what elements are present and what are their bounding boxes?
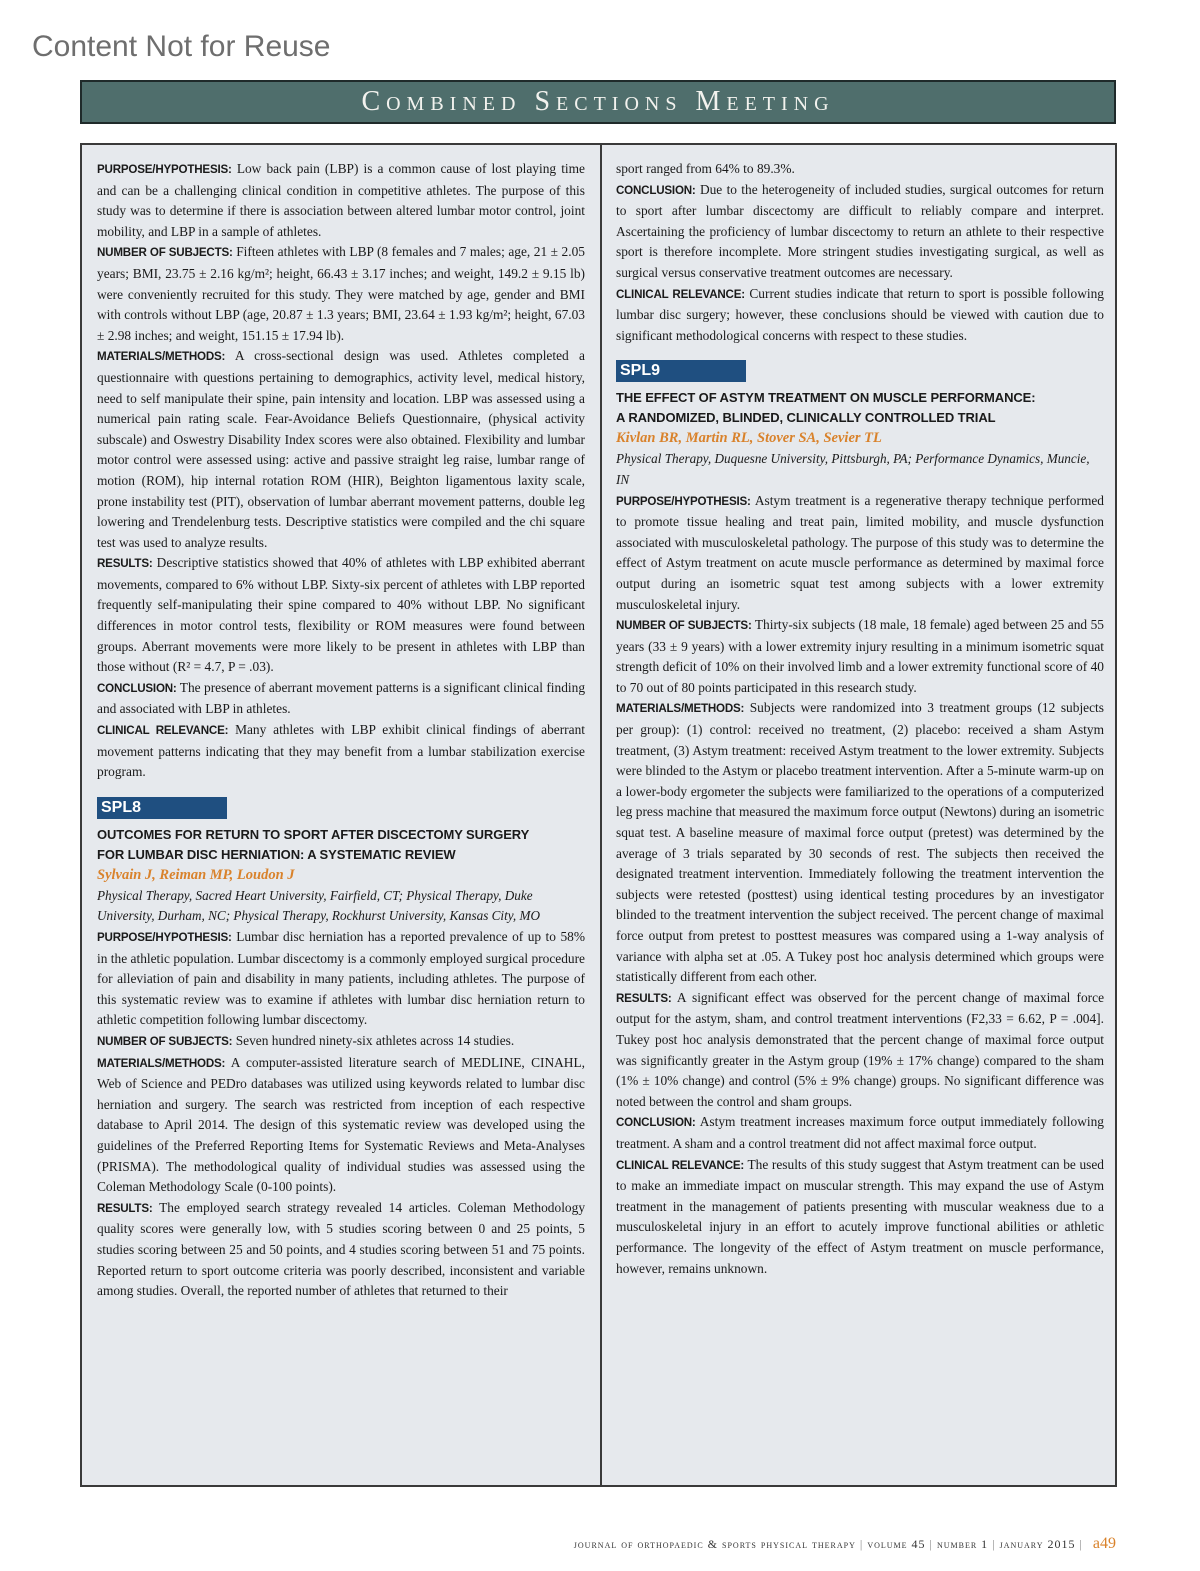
abstract-section (616, 1155, 1104, 1280)
section-text: A significant effect was observed for the percent change of maximal force output for the astym, sham, and control treatment interventions (F2,33 = 6.62, P = .004]. Tukey post hoc analysis demonstrated that the percent change of maximal force output was significantly greater in the Astym group (19% ± 17% change) compared to the sham (1% ± 10% change) and control (5% ± 9% change) groups. No significant difference was noted between the control and sham groups. (616, 989, 1104, 1109)
section-text: Many athletes with LBP exhibit clinical findings of aberrant movement patterns indicating that they may benefit from a lumbar stabilization exercise program. (97, 722, 585, 780)
section-text: The results of this study suggest that Astym treatment can be used to make an immediate impact on muscular strength. This may expand the use of Astym treatment in the management of patients presenting with muscular weakness due to a musculoskeletal injury in an effort to acutely improve functional abilities or athletic performance. The longevity of the effect of Astym treatment on muscle performance, however, remains unknown. (616, 1156, 1104, 1276)
section-text: Subjects were randomized into 3 treatment groups (12 subjects per group): (1) control: received no treatment, (2) placebo: received a sham Astym treatment, (3) Astym treatment: received Astym treatment to the lower extremity. Subjects were blinded to the Astym or placebo treatment intervention. After a 5-minute warm-up on a lower-body ergometer the subjects were familiarized to the operations of a computerized leg press machine that measured the maximum force output (Newtons) during an isometric squat test. A baseline measure of maximal force output (pretest) was determined by the average of 3 trials separated by 30 seconds of rest. The subjects then received the designated treatment intervention. Immediately following the treatment intervention the subjects were retested (posttest) using identical testing procedures by an investigator blinded to the treatment intervention the subject received. The percent change of maximal force output from pretest to posttest measures was compared using a 1-way analysis of variance with alpha set at .05. A Tukey post hoc analysis determined which groups were statistically different from each other. (616, 700, 1104, 985)
section-label: MATERIALS/METHODS: (616, 702, 745, 716)
title-line: OUTCOMES FOR RETURN TO SPORT AFTER DISCECTOMY SURGERY (97, 826, 530, 842)
footer-date: january 2015 (999, 1537, 1076, 1551)
abstract-section (97, 159, 585, 242)
abstract-section (616, 284, 1104, 347)
abstract-section (97, 1031, 585, 1053)
abstract-title-spl9 (616, 388, 1104, 428)
section-label: CLINICAL RELEVANCE: (616, 1158, 745, 1172)
section-text: Fifteen athletes with LBP (8 females and 7 males; age, 21 ± 2.05 years; BMI, 23.75 ± 2.16 kg/m²; height, 66.43 ± 3.17 inches; and weight, 149.2 ± 9.15 lb) were conveniently recruited for this study. They were matched by age, gender and BMI with controls without LBP (age, 20.87 ± 1.3 years; BMI, 23.64 ± 1.93 kg/m²; height, 67.03 ± 2.98 inches; and weight, 151.15 ± 17.94 lb). (97, 244, 585, 343)
section-label: CLINICAL RELEVANCE: (616, 287, 745, 301)
section-text: The presence of aberrant movement patterns is a significant clinical finding and associated with LBP in athletes. (97, 679, 585, 717)
section-text: A computer-assisted literature search of MEDLINE, CINAHL, Web of Science and PEDro databases was utilized using keywords related to lumbar disc herniation and surgery. The search was restricted from inception of each respective database to April 2014. The design of this systematic review was developed using the guidelines of the Preferred Reporting Items for Systematic Reviews and Meta-Analyses (PRISMA). The methodological quality of individual studies was assessed using the Coleman Methodology Scale (0-100 points). (97, 1054, 585, 1195)
abstract-section (616, 988, 1104, 1113)
section-label: PURPOSE/HYPOTHESIS: (616, 494, 751, 508)
section-text: Due to the heterogeneity of included studies, surgical outcomes for return to sport after lumbar discectomy are difficult to reliably compare and interpret. Ascertaining the proficiency of lumbar discectomy to return an athlete to their respective sport is therefore incomplete. More stringent studies investigating surgical, as well as surgical versus conservative treatment outcomes are necessary. (616, 181, 1104, 280)
abstract-section (616, 615, 1104, 698)
section-text: Astym treatment is a regenerative therapy technique performed to promote tissue healing and treat pain, limited mobility, and muscle dysfunction associated with musculoskeletal pathology. The purpose of this study was to determine the effect of Astym treatment on acute muscle performance as determined by maximal force output during an isometric squat test among subjects with a lower extremity musculoskeletal injury. (616, 492, 1104, 612)
section-label: PURPOSE/HYPOTHESIS: (97, 163, 232, 176)
abstract-tag-spl8: SPL8 (97, 797, 227, 819)
affiliation-spl9: Physical Therapy, Duquesne University, Pittsburgh, PA; Performance Dynamics, Muncie, IN (616, 451, 1090, 487)
section-text: The employed search strategy revealed 14 articles. Coleman Methodology quality scores were generally low, with 5 studies scoring between 0 and 25 points, 5 studies scoring between 25 and 50 points, and 4 studies scoring between 51 and 75 points. Reported return to sport outcome criteria was poorly described, inconsistent and variable among studies. Overall, the reported number of athletes that returned to their (97, 1199, 585, 1299)
page-footer: journal of orthopaedic & sports physical therapy | volume 45 | number 1 | january 2015 | a49 (573, 1535, 1116, 1552)
abstract-section (97, 1053, 585, 1198)
abstract-section (97, 553, 585, 678)
section-text: Astym treatment increases maximum force output immediately following treatment. A sham and a control treatment did not affect maximal force output. (616, 1114, 1104, 1151)
section-text: Lumbar disc herniation has a reported prevalence of up to 58% in the athletic population. Lumbar discectomy is a commonly employed surgical procedure for alleviation of pain and disability in many patients, including athletes. The purpose of this systematic review was to examine if athletes with lumbar disc herniation return to athletic competition following lumbar discectomy. (97, 929, 585, 1028)
section-label: RESULTS: (616, 991, 672, 1005)
authors-spl8: Sylvain J, Reiman MP, Loudon J (97, 866, 295, 883)
section-text: A cross-sectional design was used. Athletes completed a questionnaire with questions pertaining to demographics, activity level, medical history, need to self manipulate their spine, pain intensity and location. LBP was assessed using a numerical pain rating scale. Fear-Avoidance Beliefs Questionnaire, (physical activity subscale) and Oswestry Disability Index scores were also obtained. Flexibility and lumbar motor control were assessed using: active and passive straight leg raise, lumbar range of motion (ROM), hip internal rotation ROM (HIR), Beighton ligamentous laxity scale, prone instability test (PIT), observation of lumbar aberrant movement patterns, double leg lowering and Trendelenburg tests. Descriptive statistics were compiled and the chi square test was used to analyze results. (97, 348, 585, 550)
section-label: NUMBER OF SUBJECTS: (97, 246, 233, 260)
abstract-section (616, 491, 1104, 616)
section-label: NUMBER OF SUBJECTS: (97, 1034, 233, 1048)
section-label: NUMBER OF SUBJECTS: (616, 619, 752, 633)
abstract-section (97, 720, 585, 783)
right-column (616, 159, 1104, 1477)
column-divider (600, 145, 602, 1485)
abstract-section (616, 1112, 1104, 1154)
affiliation-spl8: Physical Therapy, Sacred Heart University, Fairfield, CT; Physical Therapy, Duke University, Durham, NC; Physical Therapy, Rockhurst University, Kansas City, MO (97, 887, 540, 924)
abstract-section (97, 927, 585, 1031)
watermark-text: Content Not for Reuse (32, 30, 331, 63)
left-column (97, 159, 585, 1477)
abstract-section (616, 180, 1104, 284)
abstract-section (97, 346, 585, 553)
section-label: CONCLUSION: (616, 183, 696, 197)
footer-volume: volume 45 (867, 1537, 926, 1551)
abstract-section (616, 698, 1104, 987)
section-label: CLINICAL RELEVANCE: (97, 724, 229, 738)
section-text: Current studies indicate that return to sport is possible following lumbar disc surgery; however, these conclusions should be viewed with caution due to significant methodological concerns with respect to these studies. (616, 285, 1104, 343)
abstract-title-spl8 (97, 825, 585, 865)
footer-number: number 1 (936, 1537, 989, 1551)
authors-spl9: Kivlan BR, Martin RL, Stover SA, Sevier TL (616, 430, 882, 447)
abstract-section (97, 242, 585, 346)
section-label: CONCLUSION: (616, 1116, 696, 1130)
title-line: THE EFFECT OF ASTYM TREATMENT ON MUSCLE PERFORMANCE: (616, 390, 1036, 406)
section-label: RESULTS: (97, 1201, 153, 1215)
abstract-section (97, 678, 585, 720)
continuation-text: sport ranged from 64% to 89.3%. (616, 161, 795, 176)
section-text: Descriptive statistics showed that 40% of athletes with LBP exhibited aberrant movements, compared to 6% without LBP. Sixty-six percent of athletes with LBP reported frequently self-manipulating their spine compared to 40% without LBP. No significant differences in motor control tests, flexibility or ROM measures were found between groups. Aberrant movements were more likely to be present in athletes with LBP than those without (R² = 4.7, P = .03). (97, 555, 585, 675)
abstract-box (80, 143, 1117, 1487)
section-label: MATERIALS/METHODS: (97, 1056, 226, 1070)
section-label: CONCLUSION: (97, 681, 177, 695)
page-number: a49 (1092, 1535, 1116, 1552)
section-text: Seven hundred ninety-six athletes across 14 studies. (235, 1032, 515, 1048)
abstract-section (97, 1198, 585, 1302)
section-label: PURPOSE/HYPOTHESIS: (97, 931, 232, 944)
section-label: MATERIALS/METHODS: (97, 350, 226, 364)
section-text: Low back pain (LBP) is a common cause of lost playing time and can be a challenging clinical condition in competitive athletes. The purpose of this study was to determine if there is association between altered lumbar motor control, joint mobility, and LBP in a sample of athletes. (97, 161, 585, 239)
section-banner: Combined Sections Meeting (80, 80, 1116, 124)
abstract-tag-spl9: SPL9 (616, 360, 746, 382)
section-text: Thirty-six subjects (18 male, 18 female) aged between 25 and 55 years (33 ± 9 years) with a lower extremity injury resulting in a minimum isometric squat strength deficit of 10% on their involved limb and a lower extremity functional score of 40 to 70 out of 80 points participated in this research study. (616, 617, 1104, 695)
title-line: FOR LUMBAR DISC HERNIATION: A SYSTEMATIC REVIEW (97, 846, 456, 862)
title-line: A RANDOMIZED, BLINDED, CLINICALLY CONTROLLED TRIAL (616, 410, 996, 426)
section-label: RESULTS: (97, 557, 153, 571)
footer-journal: journal of orthopaedic & sports physical therapy (573, 1537, 856, 1551)
